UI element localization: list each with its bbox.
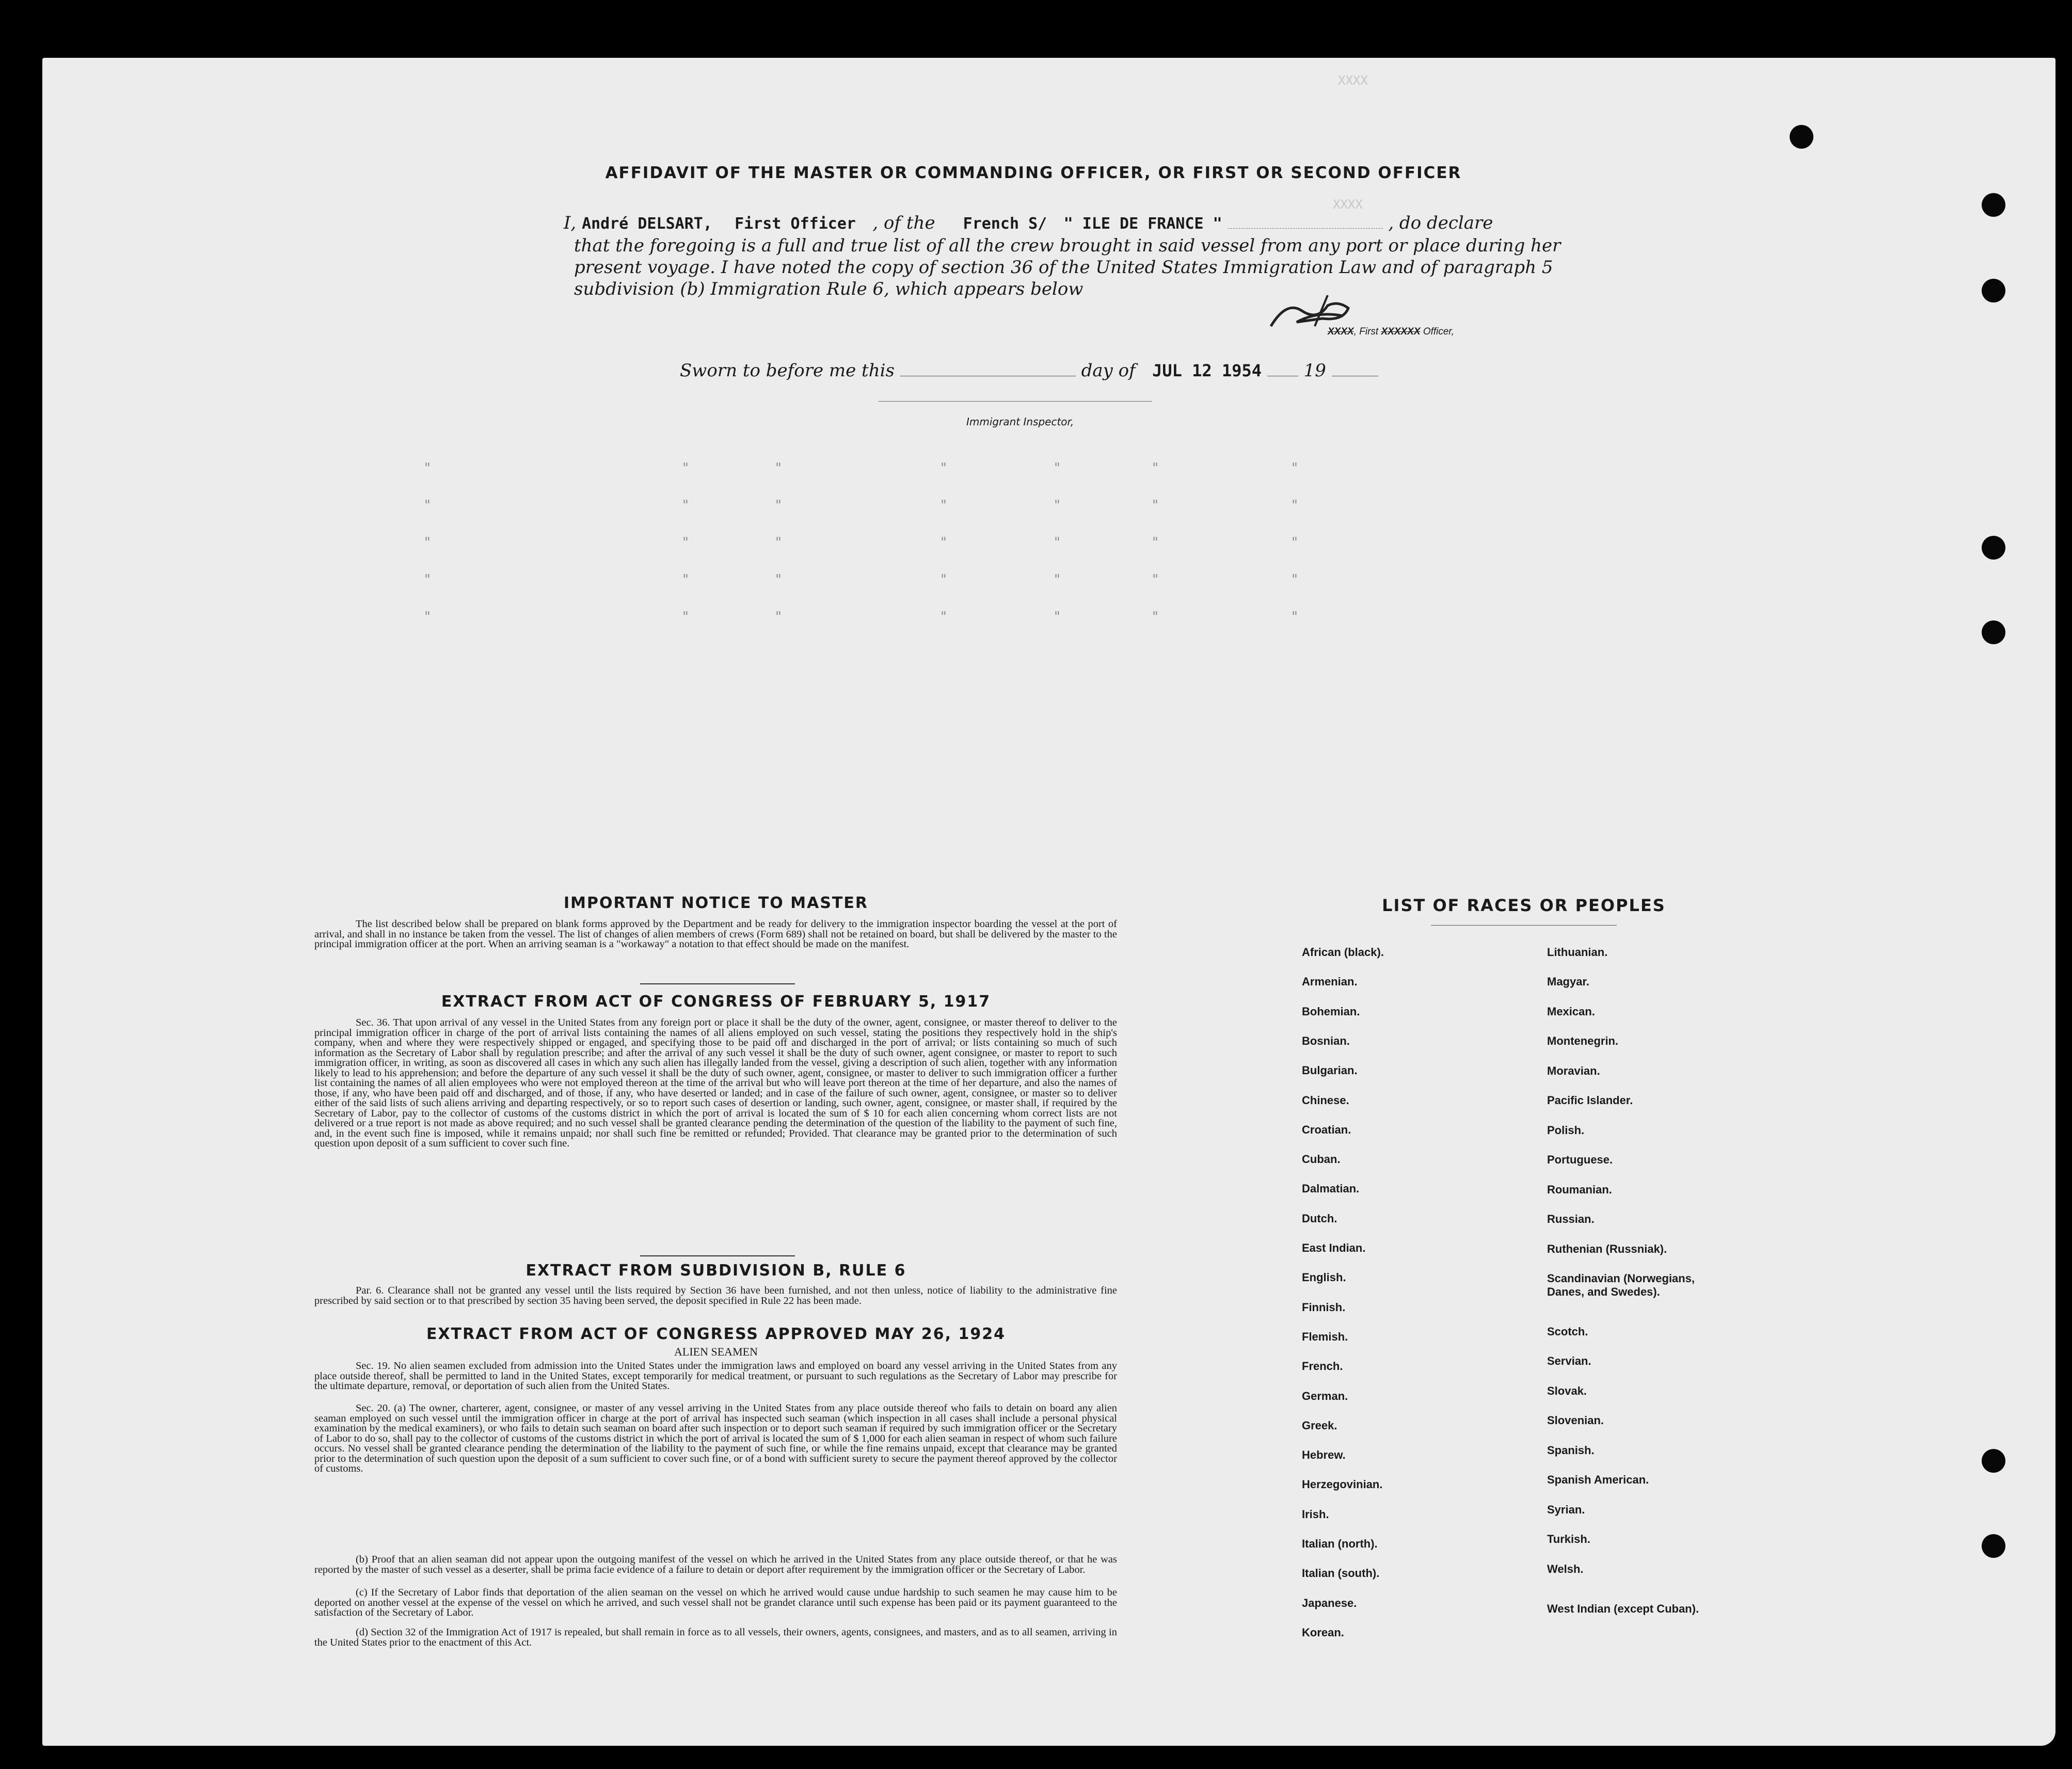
officer-name: André DELSART, bbox=[582, 215, 712, 233]
ditto-mark: " bbox=[941, 535, 947, 550]
ditto-mark: " bbox=[775, 572, 782, 587]
race-item: Lithuanian. bbox=[1547, 946, 1608, 959]
race-item: West Indian (except Cuban). bbox=[1547, 1602, 1699, 1615]
races-divider bbox=[1431, 925, 1617, 926]
declaration-line-2: that the foregoing is a full and true list of all the crew brought in said vessel from any port or place during her bbox=[574, 235, 1561, 256]
ditto-mark: " bbox=[1292, 498, 1298, 513]
race-item: Korean. bbox=[1302, 1625, 1344, 1639]
ditto-mark: " bbox=[1292, 609, 1298, 625]
ditto-mark: " bbox=[1054, 572, 1060, 587]
declaration-line-3: present voyage. I have noted the copy of section 36 of the United States Immigration Law and of paragraph 5 bbox=[574, 257, 1553, 278]
act-1917-title: EXTRACT FROM ACT OF CONGRESS OF FEBRUARY 5, 1917 bbox=[441, 993, 991, 1011]
first-label: First bbox=[1359, 326, 1379, 337]
act-1917-text: Sec. 36. That upon arrival of any vessel in the United States from any foreign port or place it shall be the duty of the owner, agent, consignee, or master thereof to deliver to the principal immigration officer in charge of the port of arrival lists containing the names of all aliens employed on such vessel, stating the positions they respectively hold in the ship's company, when and where they were respectively shipped or engaged, and specifying those to be paid off and discharged in the port of arrival; or lists containing so much of such information as the Secretary of Labor shall by regulation prescribe; and after the arrival of any such vessel it shall be the duty of such owner, agent consignee, or master to report to such immigration officer, in writing, as soon as discovered all cases in which any such alien has illegally landed from the vessel, giving a description of such alien, together with any information likely to lead to his apprehension; and before the departure of any such vessel it shall be the duty of such owner, agent, consignee, or master to deliver to such immigration officer a further list containing the names of all alien employees who were not employed thereon at the time of the arrival but who will leave port thereon at the time of her departure, and also the names of those, if any, who have been paid off and discharged, and of those, if any, who have deserted or landed; and in case of the failure of such owner, agent, consignee, or master so to deliver either of the said lists of such aliens arriving and departing respectively, or so to report such cases of desertion or landing, such owner, agent, consignee, or master shall, if required by the Secretary of Labor, pay to the collector of customs of the customs district in which the port of arrival is located the sum of $ 10 for each alien concerning whom correct lists are not delivered or a true report is not made as above required; and no such vessel shall be granted clearance pending the determination of the question of the liability to the payment of such fine, and, in the event such fine is imposed, while it remains unpaid; nor shall such fine be remitted or refunded; Provided. That clearance may be granted prior to the determination of such question upon deposit of a sum sufficient to cover such fine. bbox=[314, 1017, 1117, 1149]
sec-19-text: Sec. 19. No alien seamen excluded from admission into the United States under the immigration laws and employed on board any vessel arriving in the United States from any place outside thereof, shall be permitted to land in the United States, except temporarily for medical treatment, or pursuant to such regulations as the Secretary of Labor may prescribe for the ultimate departure, removal, or deportation of such alien from the United States. bbox=[314, 1360, 1117, 1392]
ditto-mark: " bbox=[424, 572, 431, 587]
officer-suffix: Officer, bbox=[1423, 326, 1454, 337]
ditto-mark: " bbox=[941, 498, 947, 513]
signature-caption: XXXX, First XXXXXX Officer, bbox=[1328, 326, 1454, 337]
act-1924-title: EXTRACT FROM ACT OF CONGRESS APPROVED MAY 26, 1924 bbox=[426, 1325, 1006, 1343]
race-item: Hebrew. bbox=[1302, 1448, 1346, 1462]
race-item: East Indian. bbox=[1302, 1241, 1366, 1254]
binder-hole bbox=[1982, 620, 2005, 644]
race-item: Dutch. bbox=[1302, 1212, 1337, 1225]
race-item: Dalmatian. bbox=[1302, 1182, 1360, 1196]
race-item: Magyar. bbox=[1547, 975, 1589, 988]
ditto-mark: " bbox=[1152, 498, 1158, 513]
ditto-mark: " bbox=[1054, 535, 1060, 550]
day-of-text: day of bbox=[1081, 360, 1136, 381]
race-item: Italian (north). bbox=[1302, 1537, 1378, 1550]
do-declare-text: , do declare bbox=[1388, 213, 1493, 233]
date-stamp: JUL 12 1954 bbox=[1152, 361, 1262, 380]
race-item: Welsh. bbox=[1547, 1563, 1584, 1575]
ditto-mark: " bbox=[775, 460, 782, 476]
race-item: Chinese. bbox=[1302, 1093, 1349, 1107]
race-item: Mexican. bbox=[1547, 1005, 1595, 1018]
race-item: Russian. bbox=[1547, 1213, 1595, 1225]
race-item: Armenian. bbox=[1302, 975, 1358, 989]
ditto-mark: " bbox=[424, 609, 431, 625]
sec-20c-text: (c) If the Secretary of Labor finds that deportation of the alien seaman on the vessel on which he arrived would cause undue hardship to such seamen he may cause him to be deported on another vessel at the expense of the vessel on which he arrived, and such vessel shall not be grandet clarance until such expense has been paid or its payment guaranteed to the satisfaction of the Secretary of Labor. bbox=[314, 1587, 1117, 1618]
ditto-mark: " bbox=[424, 498, 431, 513]
ditto-mark: " bbox=[424, 460, 431, 476]
race-item: Slovenian. bbox=[1547, 1414, 1604, 1427]
ditto-mark: " bbox=[1054, 609, 1060, 625]
vessel-name: " ILE DE FRANCE " bbox=[1063, 215, 1222, 233]
ditto-mark: " bbox=[941, 572, 947, 587]
sworn-text: Sworn to before me this bbox=[680, 360, 895, 381]
sec-20a-text: Sec. 20. (a) The owner, charterer, agent, consignee, or master of any vessel arriving in the United States from any place outside thereof who fails to detain on board any alien seaman employed on such vessel until the immigration officer in charge at the port of arrival has inspected such seaman (which inspection in all cases shall include a personal physical examination by the medical examiners), or who fails to detain such seaman on board after such inspection or to deport such seaman if required by such immigration officer or the Secretary of Labor to do so, shall pay to the collector of customs of the customs district in which the port of arrival is located the sum of $ 1,000 for each alien seaman in respect of whom such failure occurs. No vessel shall be granted clearance pending the determination of the liability to the payment of such fine, or while the fine remains unpaid, except that clearance may be granted prior to the determination of such question upon the deposit of a sum sufficient to cover such fine, or of a bond with sufficient surety to secure the payment thereof approved by the collector of customs. bbox=[314, 1403, 1117, 1474]
binder-hole bbox=[1982, 279, 2005, 302]
races-title: LIST OF RACES OR PEOPLES bbox=[1382, 896, 1666, 915]
ditto-mark: " bbox=[424, 535, 431, 550]
race-item: Pacific Islander. bbox=[1547, 1094, 1633, 1107]
race-item: English. bbox=[1302, 1271, 1346, 1284]
binder-hole bbox=[1982, 1449, 2005, 1473]
binder-hole bbox=[1982, 1534, 2005, 1558]
ditto-mark: " bbox=[1292, 535, 1298, 550]
race-item: Portuguese. bbox=[1547, 1153, 1613, 1166]
race-item: Turkish. bbox=[1547, 1533, 1590, 1545]
manifest-page bbox=[42, 58, 2055, 1746]
race-item: Spanish. bbox=[1547, 1444, 1595, 1457]
race-item: Italian (south). bbox=[1302, 1567, 1380, 1580]
inspector-label: Immigrant Inspector, bbox=[966, 416, 1074, 428]
ditto-mark: " bbox=[1152, 572, 1158, 587]
race-item: Flemish. bbox=[1302, 1330, 1348, 1343]
race-item: Spanish American. bbox=[1547, 1473, 1649, 1486]
rule-6-text: Par. 6. Clearance shall not be granted any vessel until the lists required by Section 36 have been furnished, and not then unless, notice of liability to the administrative fine prescribed by said section or to that prescribed by section 35 having been served, the deposit specified in Rule 22 has been made. bbox=[314, 1285, 1117, 1306]
race-item: African (black). bbox=[1302, 946, 1384, 959]
divider bbox=[640, 1255, 795, 1256]
ditto-mark: " bbox=[682, 535, 689, 550]
sworn-line bbox=[680, 360, 1378, 381]
race-item: Bulgarian. bbox=[1302, 1064, 1358, 1077]
race-item: Bohemian. bbox=[1302, 1005, 1360, 1018]
race-item: Finnish. bbox=[1302, 1300, 1346, 1314]
ditto-mark: " bbox=[1152, 460, 1158, 476]
race-item: Herzegovinian. bbox=[1302, 1478, 1383, 1491]
race-item: Irish. bbox=[1302, 1507, 1329, 1521]
ditto-mark: " bbox=[941, 460, 947, 476]
race-item: Montenegrin. bbox=[1547, 1034, 1619, 1047]
sec-20b-text: (b) Proof that an alien seaman did not appear upon the outgoing manifest of the vessel on which he arrived in the United States from any place outside thereof, or that he was reported by the master of such vessel as a deserter, shall be prima facie evidence of a failure to detain or deport after requirement by the immigration officer or the Secretary of Labor. bbox=[314, 1554, 1117, 1575]
race-item: Slovak. bbox=[1547, 1384, 1587, 1397]
ditto-mark: " bbox=[775, 535, 782, 550]
ditto-mark: " bbox=[1152, 535, 1158, 550]
officer-rank: First Officer bbox=[735, 215, 856, 233]
divider bbox=[640, 983, 795, 984]
binder-hole bbox=[1982, 536, 2005, 560]
act-1924-subtitle: ALIEN SEAMEN bbox=[674, 1345, 758, 1358]
rule-6-title: EXTRACT FROM SUBDIVISION B, RULE 6 bbox=[525, 1262, 906, 1280]
race-item: Bosnian. bbox=[1302, 1034, 1350, 1047]
i-prefix: I, bbox=[564, 213, 577, 233]
ditto-mark: " bbox=[1054, 460, 1060, 476]
race-item: Ruthenian (Russniak). bbox=[1547, 1242, 1667, 1255]
ditto-mark: " bbox=[1292, 572, 1298, 587]
notice-title: IMPORTANT NOTICE TO MASTER bbox=[564, 894, 868, 912]
ditto-mark: " bbox=[682, 572, 689, 587]
affidavit-title: AFFIDAVIT OF THE MASTER OR COMMANDING OFFICER, OR FIRST OR SECOND OFFICER bbox=[605, 164, 1462, 182]
race-item: Japanese. bbox=[1302, 1596, 1357, 1609]
race-item: Syrian. bbox=[1547, 1503, 1585, 1516]
race-item: Greek. bbox=[1302, 1419, 1337, 1432]
race-item: Polish. bbox=[1547, 1124, 1585, 1137]
binder-hole bbox=[1982, 193, 2005, 217]
sec-20d-text: (d) Section 32 of the Immigration Act of 1917 is repealed, but shall remain in force as to all vessels, their owners, agents, consignees, and masters, and as to all seamen, arriving in the United States prior to the enactment of this Act. bbox=[314, 1627, 1117, 1648]
ditto-mark: " bbox=[1152, 609, 1158, 625]
ditto-mark: " bbox=[682, 609, 689, 625]
ditto-mark: " bbox=[682, 460, 689, 476]
inspector-signature-line bbox=[879, 401, 1152, 402]
race-item: French. bbox=[1302, 1360, 1343, 1373]
ditto-mark: " bbox=[682, 498, 689, 513]
race-item: Roumanian. bbox=[1547, 1183, 1612, 1196]
vessel-nationality: French S/ bbox=[963, 215, 1047, 233]
ditto-mark: " bbox=[1054, 498, 1060, 513]
race-item: Servian. bbox=[1547, 1354, 1591, 1367]
race-item: Scotch. bbox=[1547, 1325, 1588, 1338]
ditto-mark: " bbox=[1292, 460, 1298, 476]
ditto-mark: " bbox=[775, 609, 782, 625]
race-item: Cuban. bbox=[1302, 1153, 1341, 1166]
race-item: Croatian. bbox=[1302, 1123, 1351, 1136]
declaration-line-4: subdivision (b) Immigration Rule 6, which appears below bbox=[574, 279, 1083, 299]
notice-text: The list described below shall be prepared on blank forms approved by the Department and be ready for delivery to the immigration inspector boarding the vessel at the port of arrival, and shall in no instance be taken from the vessel. The list of changes of alien members of crews (Form 689) shall not be retained on board, but shall be delivered by the master to the principal immigration officer at the port. When an arriving seaman is a "workaway" a notation to that effect should be made on the manifest. bbox=[314, 918, 1117, 950]
binder-hole bbox=[1790, 125, 1813, 149]
declaration-line-1 bbox=[564, 213, 1493, 233]
ditto-mark: " bbox=[941, 609, 947, 625]
year-suffix: 19 bbox=[1303, 360, 1326, 381]
race-item: German. bbox=[1302, 1389, 1348, 1403]
of-the-text: , of the bbox=[872, 213, 935, 233]
race-item: Scandinavian (Norwegians, Danes, and Swedes). bbox=[1547, 1272, 1695, 1298]
ditto-mark: " bbox=[775, 498, 782, 513]
ghost-mark: XXXX bbox=[1333, 197, 1363, 212]
ghost-mark: XXXX bbox=[1338, 73, 1368, 88]
race-item: Moravian. bbox=[1547, 1064, 1600, 1077]
